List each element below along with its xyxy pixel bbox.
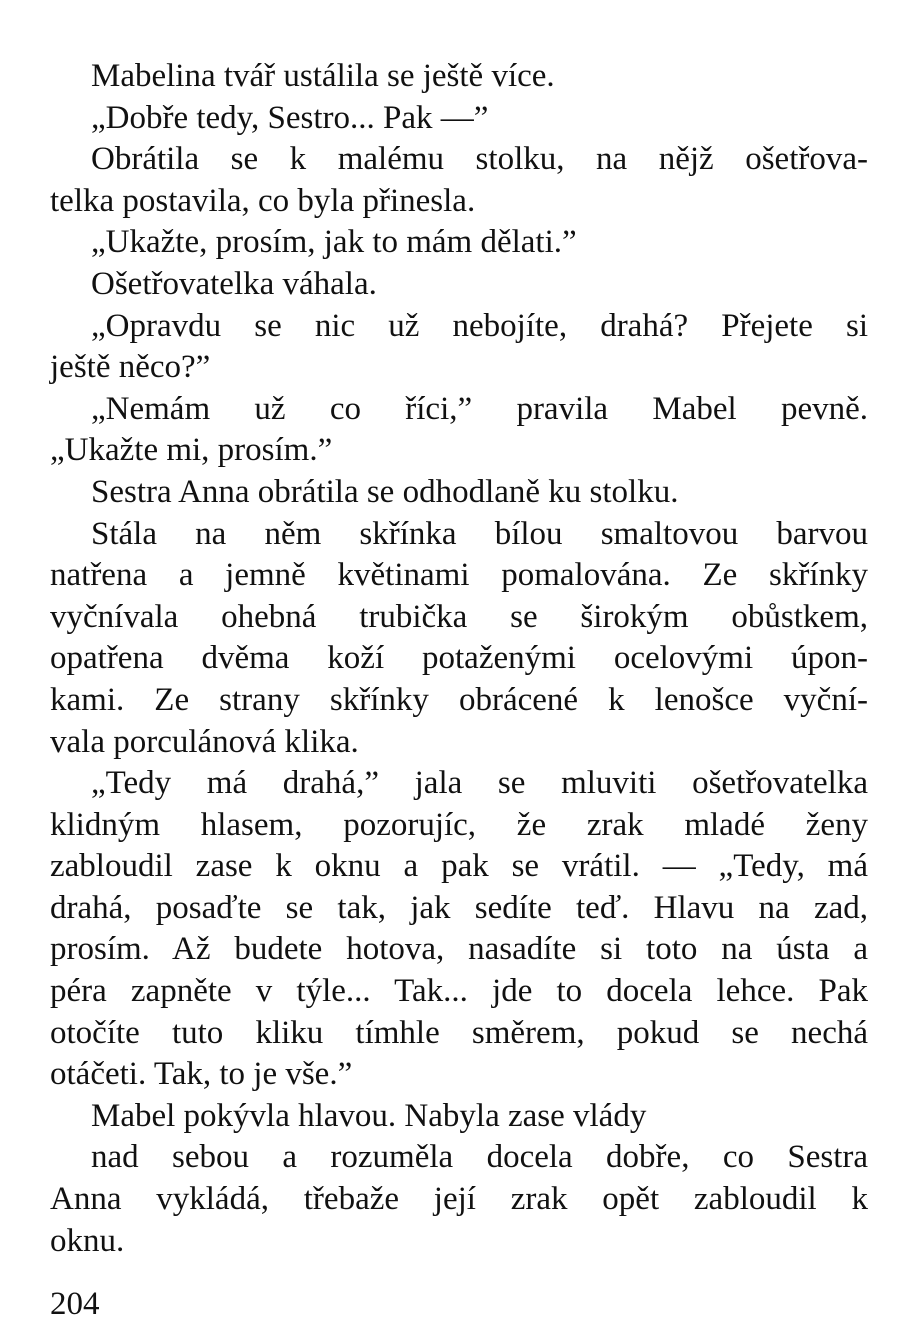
text-line: Obrátila se k malému stolku, na nějž ošetřova- bbox=[91, 141, 868, 178]
text-line: kami. Ze strany skřínky obrácené k lenošce vyční- bbox=[50, 681, 868, 718]
text-line: „Nemám už co říci,” pravila Mabel pevně. bbox=[91, 390, 868, 427]
body-text bbox=[50, 56, 868, 1262]
text-line: drahá, posaďte se tak, jak sedíte teď. Hlavu na zad, bbox=[50, 889, 868, 926]
text-line: „Dobře tedy, Sestro... Pak —” bbox=[91, 99, 489, 136]
text-line: „Tedy má drahá,” jala se mluviti ošetřovatelka bbox=[91, 765, 868, 802]
text-line: otáčeti. Tak, to je vše.” bbox=[50, 1056, 353, 1093]
text-line: Ošetřovatelka váhala. bbox=[91, 265, 377, 302]
text-line: opatřena dvěma koží potaženými ocelovými úpon- bbox=[50, 640, 868, 677]
text-line: Mabelina tvář ustálila se ještě více. bbox=[91, 58, 555, 94]
text-line: Anna vykládá, třebaže její zrak opět zabloudil k bbox=[50, 1181, 868, 1218]
text-line: zabloudil zase k oknu a pak se vrátil. — „Tedy, má bbox=[50, 848, 868, 885]
text-line: otočíte tuto kliku tímhle směrem, pokud se nechá bbox=[50, 1014, 868, 1051]
text-line: Sestra Anna obrátila se odhodlaně ku stolku. bbox=[91, 473, 679, 510]
text-line: „Ukažte, prosím, jak to mám dělati.” bbox=[91, 224, 577, 261]
text-line: péra zapněte v týle... Tak... jde to docela lehce. Pak bbox=[50, 973, 868, 1010]
text-line: klidným hlasem, pozorujíc, že zrak mladé ženy bbox=[50, 806, 868, 843]
text-line: prosím. Až budete hotova, nasadíte si toto na ústa a bbox=[50, 931, 868, 968]
text-line: telka postavila, co byla přinesla. bbox=[50, 182, 476, 219]
text-line: „Opravdu se nic už nebojíte, drahá? Přejete si bbox=[91, 307, 868, 344]
text-line: vala porculánová klika. bbox=[50, 723, 359, 760]
text-line: natřena a jemně květinami pomalována. Ze skřínky bbox=[50, 557, 868, 594]
text-line: nad sebou a rozuměla docela dobře, co Sestra bbox=[91, 1139, 868, 1176]
text-line: Stála na něm skřínka bílou smaltovou barvou bbox=[91, 515, 868, 552]
text-line: Mabel pokývla hlavou. Nabyla zase vlády bbox=[91, 1097, 647, 1134]
text-line: vyčnívala ohebná trubička se širokým obůstkem, bbox=[50, 598, 868, 635]
text-line: ještě něco?” bbox=[50, 349, 211, 386]
page-number: 204 bbox=[50, 1286, 100, 1322]
text-line: „Ukažte mi, prosím.” bbox=[50, 432, 333, 469]
text-line: oknu. bbox=[50, 1222, 125, 1259]
